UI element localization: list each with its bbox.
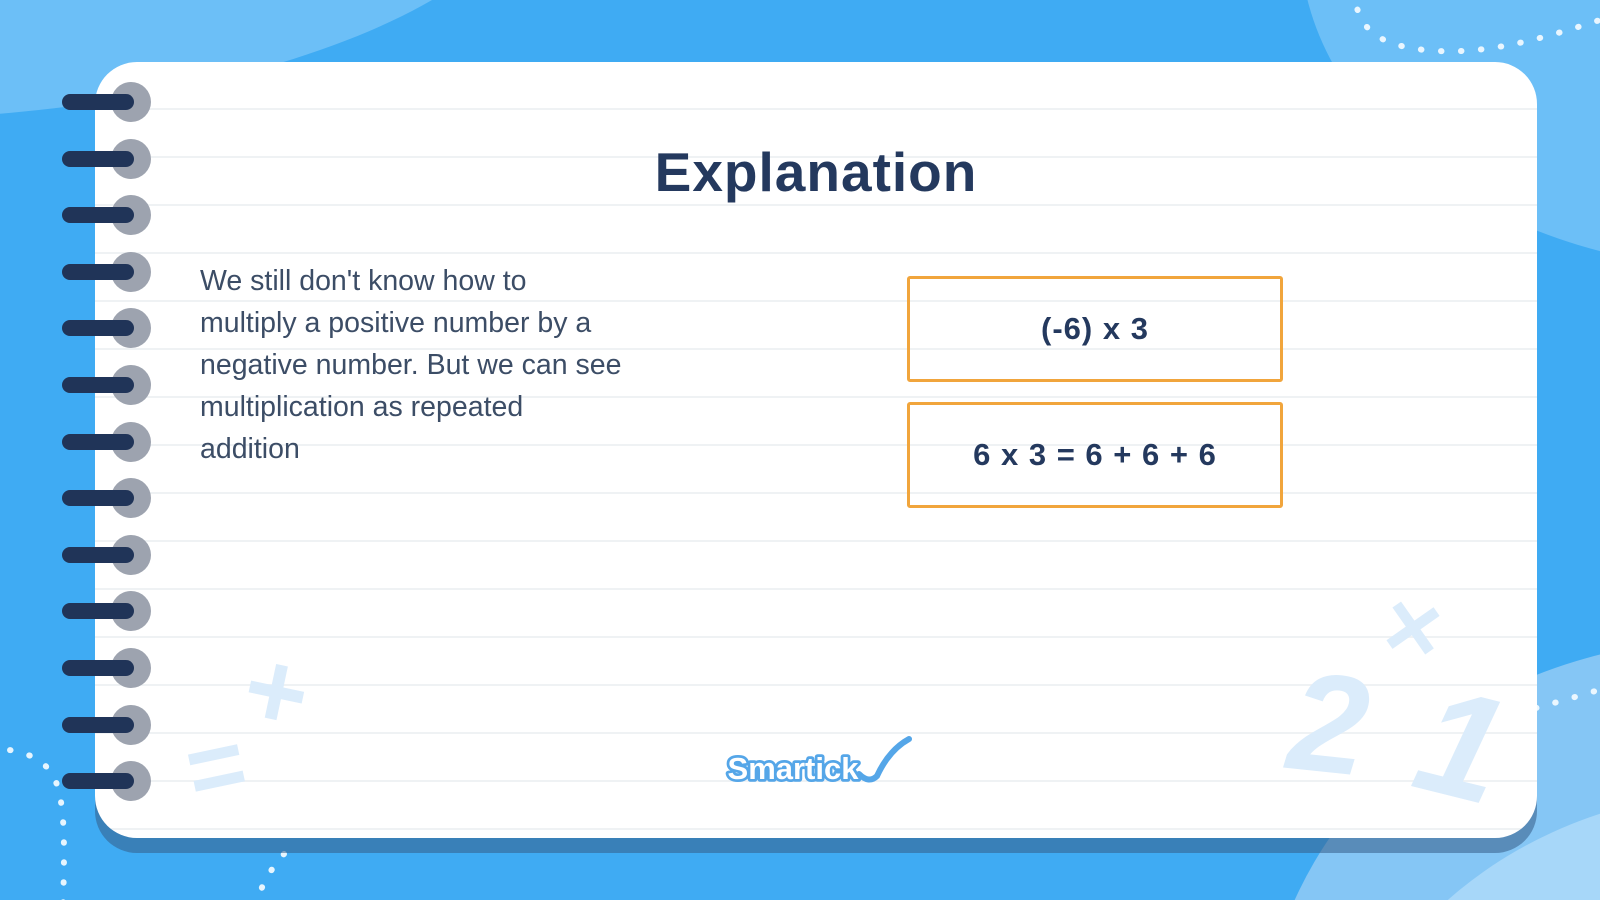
ring-bar — [62, 603, 134, 619]
ring-bar — [62, 490, 134, 506]
ring-bar — [62, 773, 134, 789]
body-line: addition — [200, 433, 300, 465]
equation-text: 6 x 3 = 6 + 6 + 6 — [973, 437, 1217, 472]
equation-box-1 — [907, 276, 1283, 382]
body-paragraph — [200, 260, 720, 470]
equation-boxes — [907, 276, 1277, 528]
notebook-card — [95, 62, 1537, 838]
body-line: multiply a positive number by a — [200, 307, 592, 339]
ring-bar — [62, 377, 134, 393]
ring-bar — [62, 320, 134, 336]
dotted-curve-bottom-left — [0, 748, 64, 900]
ring-bar — [62, 547, 134, 563]
dotted-curve-top-right — [1353, 0, 1600, 51]
deco-plus-glyph: + — [233, 624, 321, 757]
equation-box-2 — [907, 402, 1283, 508]
ring-bar — [62, 94, 134, 110]
deco-equals-glyph: = — [175, 706, 257, 828]
body-line: negative number. But we can see — [200, 349, 622, 381]
body-line: We still don't know how to — [200, 265, 527, 297]
deco-one-glyph: 1 — [1400, 653, 1523, 837]
smartick-logo — [713, 734, 919, 794]
dotted-curve-bottom-center — [256, 854, 284, 900]
deco-times-glyph: × — [1376, 569, 1451, 686]
ring-bar — [62, 660, 134, 676]
dotted-curve-right — [1536, 686, 1600, 708]
logo-checkmark-icon — [859, 739, 909, 780]
ring-bar — [62, 264, 134, 280]
ring-bar — [62, 717, 134, 733]
body-line: multiplication as repeated — [200, 391, 524, 423]
slide-title: Explanation — [654, 141, 978, 203]
deco-two-glyph: 2 — [1282, 641, 1376, 806]
logo-wordmark: Smartick — [727, 751, 859, 786]
ring-bar — [62, 207, 134, 223]
ring-bar — [62, 434, 134, 450]
equation-text: (-6) x 3 — [1041, 311, 1149, 346]
